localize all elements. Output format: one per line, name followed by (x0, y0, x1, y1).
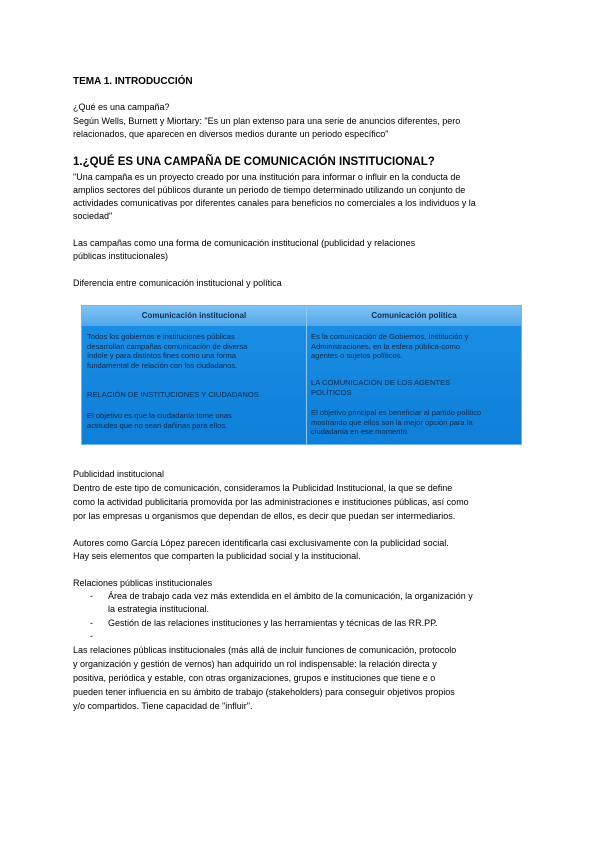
section-heading: 1.¿QUÉ ES UNA CAMPAÑA DE COMUNICACIÓN INSTITUCIONAL? (73, 156, 435, 168)
question-line: ¿Qué es una campaña? (73, 102, 170, 112)
bullet-marker: - (90, 591, 93, 601)
difference-line: Diferencia entre comunicación institucional y política (73, 278, 282, 288)
table-cell-line: fundamental de relación con los ciudadanos. (87, 360, 238, 370)
table-cell-line: RELACIÓN DE INSTITUCIONES Y CIUDADANOS (87, 390, 259, 399)
final-paragraph-line: Las relaciones públicas institucionales (más allá de incluir funciones de comunicación, protocolo (73, 645, 457, 655)
table-header-institutional: Comunicación institucional (82, 306, 306, 326)
table-cell-line: El objetivo es que la ciudadanía tome unas (87, 411, 232, 420)
table-cell-line: índole y para distintos fines como una forma (87, 351, 237, 360)
table-cell-line: desarrollan campañas comunicación de diversa (87, 341, 248, 351)
bullet-text: Área de trabajo cada vez más extendida en el ámbito de la comunicación, la organización y (108, 591, 473, 601)
final-paragraph-line: y/o compartidos. Tiene capacidad de "influir". (73, 701, 253, 711)
publicity-line: por las empresas u organismos que dependan de ellos, es decir que puedan ser intermediarios. (73, 511, 456, 521)
quote-line: amplios sectores del públicos durante un periodo de tiempo determinado utilizando un conjunto de (73, 185, 466, 195)
campaign-line: Las campañas como una forma de comunicación institucional (publicidad y relaciones (73, 238, 416, 248)
final-paragraph-line: positiva, periódica y estable, con otras organizaciones, grupos e instituciones que tiene e o (73, 673, 436, 683)
table-cell-line: LA COMUNICACIÓN DE LOS AGENTES (311, 378, 451, 387)
bullet-text: la estrategia institucional. (108, 604, 210, 614)
table-cell-line: actitudes que no sean dañinas para ellos. (87, 420, 228, 430)
final-paragraph-line: pueden tener influencia en su ámbito de trabajo (stakeholders) para conseguir objetivos propios (73, 687, 455, 697)
authors-line: Autores como García López parecen identificarla casi exclusivamente con la publicidad social. (73, 538, 449, 548)
document-title: TEMA 1. INTRODUCCIÓN (73, 76, 193, 87)
authors-line: Hay seis elementos que comparten la publicidad social y la institucional. (73, 551, 361, 561)
quote-line: "Una campaña es un proyecto creado por una institución para informar o influir en la conducta de (73, 172, 461, 182)
definition-line: relacionados, que aparecen en diversos medios durante un periodo específico" (73, 129, 389, 139)
publicity-line: Dentro de este tipo de comunicación, consideramos la Publicidad Institucional, la que se define (73, 483, 453, 493)
comparison-table (81, 305, 522, 445)
bullet-text: Gestión de las relaciones instituciones y las herramientas y técnicas de las RR.PP. (108, 618, 438, 628)
publicity-line: como la actividad publicitaria promovida por las administraciones e instituciones públicas, así como (73, 497, 469, 507)
table-cell-line: Administraciones, en la esfera pública-como (311, 341, 460, 351)
bullet-marker: - (90, 631, 93, 641)
table-cell-line: ciudadanía en ese momento. (311, 427, 409, 436)
definition-line: Según Wells, Burnett y Miortary: "Es un plan extenso para una serie de anuncios diferentes, pero (73, 116, 461, 126)
quote-line: actividades comunicativas por diferentes canales para beneficios no comerciales a los individuos y la (73, 198, 476, 208)
final-paragraph-line: y organización y gestión de vernos) han adquirido un rol indispensable: la relación directa y (73, 659, 437, 669)
table-cell-line: El objetivo principal es beneficiar al partido político (311, 408, 482, 417)
table-cell-line: POLÍTICOS (311, 387, 352, 397)
table-divider (306, 306, 307, 444)
campaign-line: públicas institucionales) (73, 251, 169, 261)
table-cell-line: mostrando que ellos son la mejor opción para la (311, 417, 473, 427)
rrpp-title: Relaciones públicas institucionales (73, 578, 213, 588)
table-header-political: Comunicación política (307, 306, 521, 326)
quote-line: sociedad" (73, 211, 113, 221)
table-cell-line: Es la comunicación de Gobiernos, Institución y (311, 332, 469, 341)
bullet-marker: - (90, 618, 93, 628)
publicity-title: Publicidad institucional (73, 469, 165, 479)
table-cell-line: agentes o sujetos políticos. (311, 351, 403, 360)
table-cell-line: Todos los gobiernos e instituciones públicas (87, 332, 235, 341)
